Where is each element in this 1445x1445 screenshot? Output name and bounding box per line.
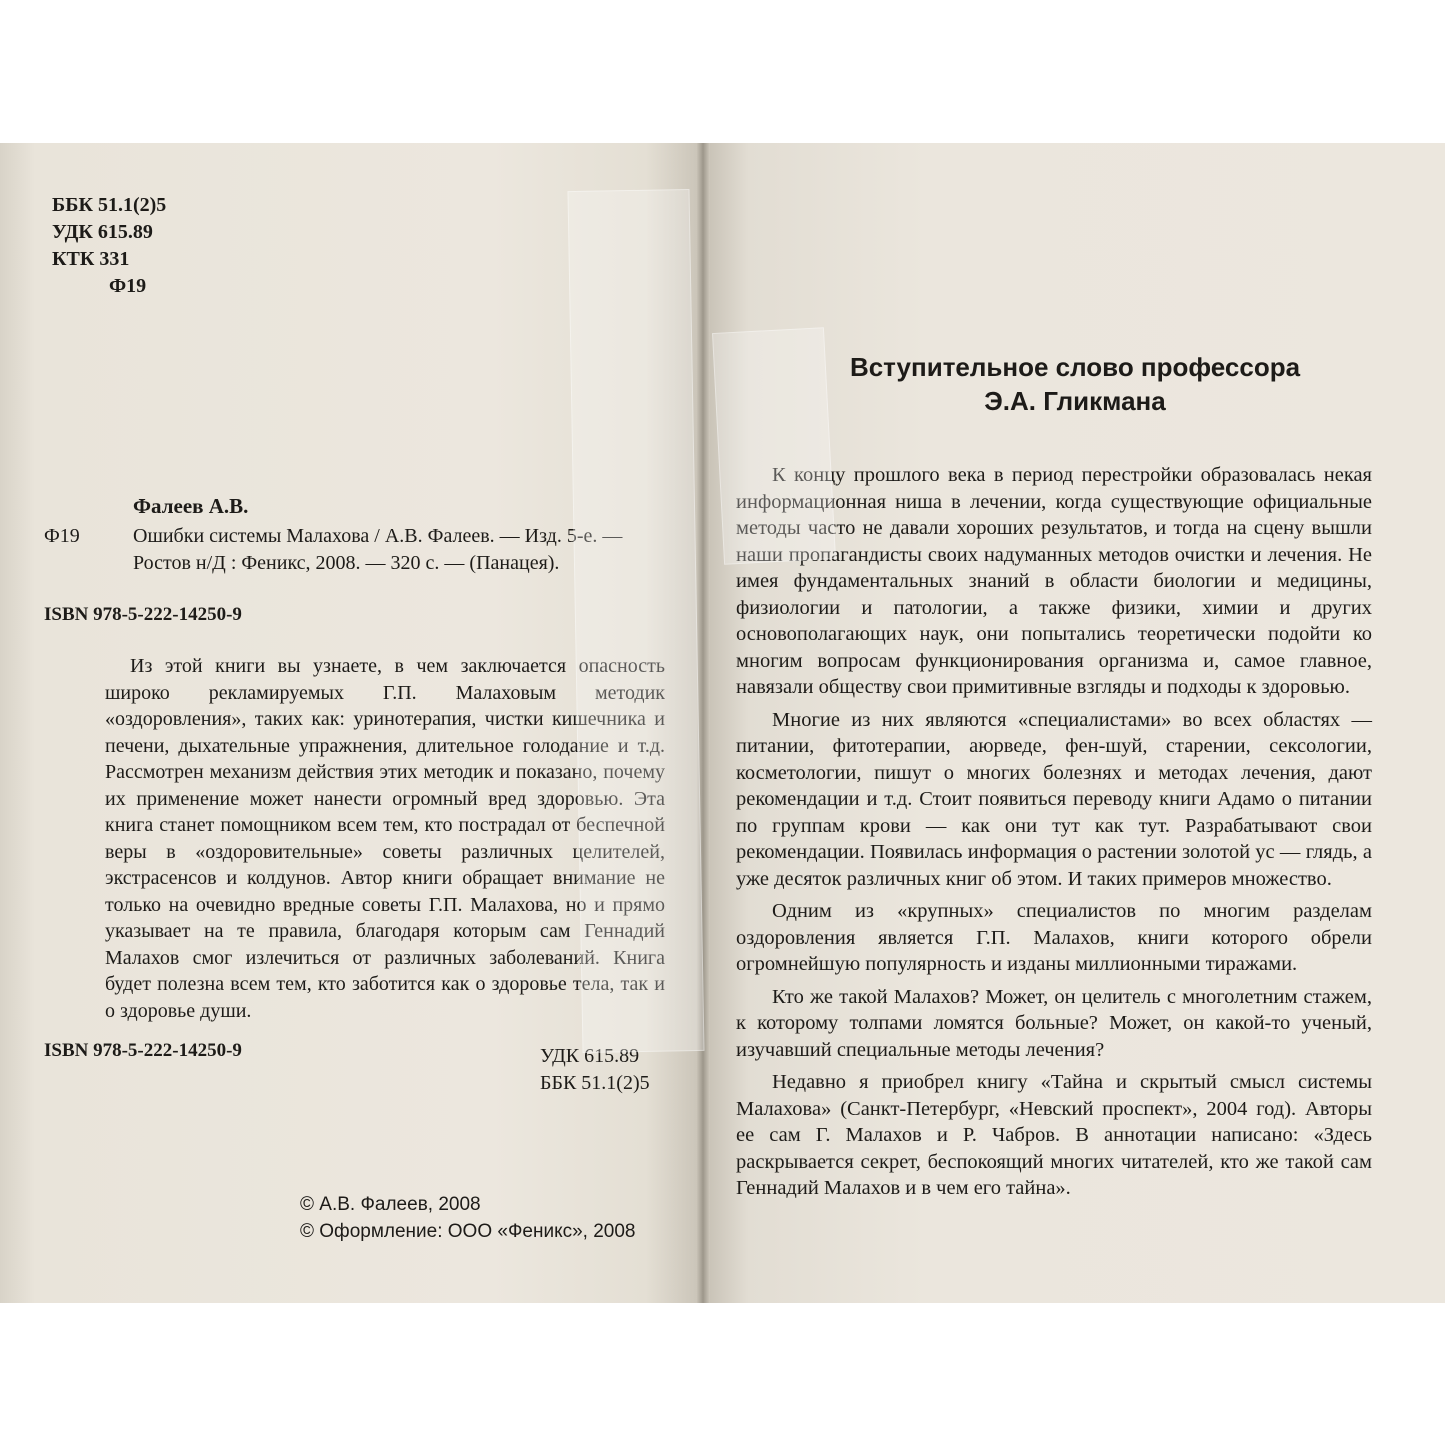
isbn-bottom: ISBN 978-5-222-14250-9 <box>44 1040 242 1061</box>
foreword-body <box>736 462 1372 1208</box>
paragraph: Кто же такой Малахов? Может, он целитель с многолетним стажем, к которому толпами ломятся больные? Может, он какой-то ученый, изучавший специальные методы лечения? <box>736 985 1372 1061</box>
paragraph: Недавно я приобрел книгу «Тайна и скрытый смысл системы Малахова» (Санкт-Петербург, «Невский проспект», 2004 год). Авторы ее сам Г. Малахов и Р. Чабров. В аннотации написано: «Здесь раскрывается секрет, беспокоящий многих читателей, кто же такой сам Геннадий Малахов и в чем его тайна». <box>736 1071 1372 1199</box>
paragraph: Многие из них являются «специалистами» во всех областях — питании, фитотерапии, аюрведе, фен-шуй, старении, сексологии, косметологии, пишут о многих болезнях и методах лечения, дают рекомендации и т.д. Стоит появиться переводу книги Адамо о питании по группам крови — как они тут как тут. Разрабатывают свои рекомендации. Появилась информация о растении золотой ус — глядь, а уже десяток различных книг об этом. И таких примеров множество. <box>736 708 1372 890</box>
paragraph: К концу прошлого века в период перестройки образовалась некая информационная ниша в лечении, когда существующие официальные методы часто не давали хороших результатов, и тогда на сцену вышли наши пропагандисты своих надуманных методов очистки и лечения. Не имея фундаментальных знаний в области биологии и медицины, физиологии и патологии, а также физики, химии и других основополагающих наук, они попытались теоретически подойти ко многим вопросам функционирования организма и, самое главное, навязали обществу свои примитивные взгляды и подходы к здоровью. <box>736 464 1372 698</box>
bibliographic-entry-line1: Ошибки системы Малахова / А.В. Фалеев. — Изд. 5-е. — <box>133 525 623 547</box>
udk-code: УДК 615.89 <box>52 221 153 243</box>
bbk-code: ББК 51.1(2)5 <box>52 194 167 216</box>
isbn-top: ISBN 978-5-222-14250-9 <box>44 604 242 625</box>
annotation-text: Из этой книги вы узнаете, в чем заключается опасность широко рекламируемых Г.П. Малаховым методик «оздоровления», таких как: уринотерапия, чистки кишечника и печени, дыхательные упражнения, длительное голодание и т.д. Рассмотрен механизм действия этих методик и показано, почему их применение может нанести огромный вред здоровью. Эта книга станет помощником всем тем, кто пострадал от беспечной веры в «оздоровительные» советы различных целителей, экстрасенсов и колдунов. Автор книги обращает внимание не только на очевидно вредные советы Г.П. Малахова, но и прямо указывает на те правила, благодаря которым сам Геннадий Малахов смог излечиться от различных заболеваний. Книга будет полезна всем тем, кто заботится как о здоровье тела, так и о здоровье души. <box>105 655 665 1022</box>
bbk-bottom: ББК 51.1(2)5 <box>540 1072 650 1094</box>
copyright-design: © Оформление: ООО «Феникс», 2008 <box>300 1221 636 1242</box>
classification-codes <box>52 192 166 300</box>
ktk-code: КТК 331 <box>52 248 130 270</box>
author-name: Фалеев А.В. <box>133 494 249 518</box>
copyright-author: © А.В. Фалеев, 2008 <box>300 1194 481 1215</box>
tape-strip-right <box>712 327 836 565</box>
foreword-title-line1: Вступительное слово профессора <box>849 352 1301 382</box>
tape-strip-left <box>567 189 704 1053</box>
udk-bottom: УДК 615.89 <box>540 1045 640 1067</box>
bibliographic-entry-line2: Ростов н/Д : Феникс, 2008. — 320 с. — (Панацея). <box>133 552 560 574</box>
entry-code: Ф19 <box>44 525 80 547</box>
foreword-title-line2: Э.А. Гликмана <box>984 386 1166 416</box>
author-sign-code: Ф19 <box>109 275 147 297</box>
paragraph: Одним из «крупных» специалистов по многим разделам оздоровления является Г.П. Малахов, книги которого обрели огромнейшую популярность и изданы миллионными тиражами. <box>736 900 1372 975</box>
